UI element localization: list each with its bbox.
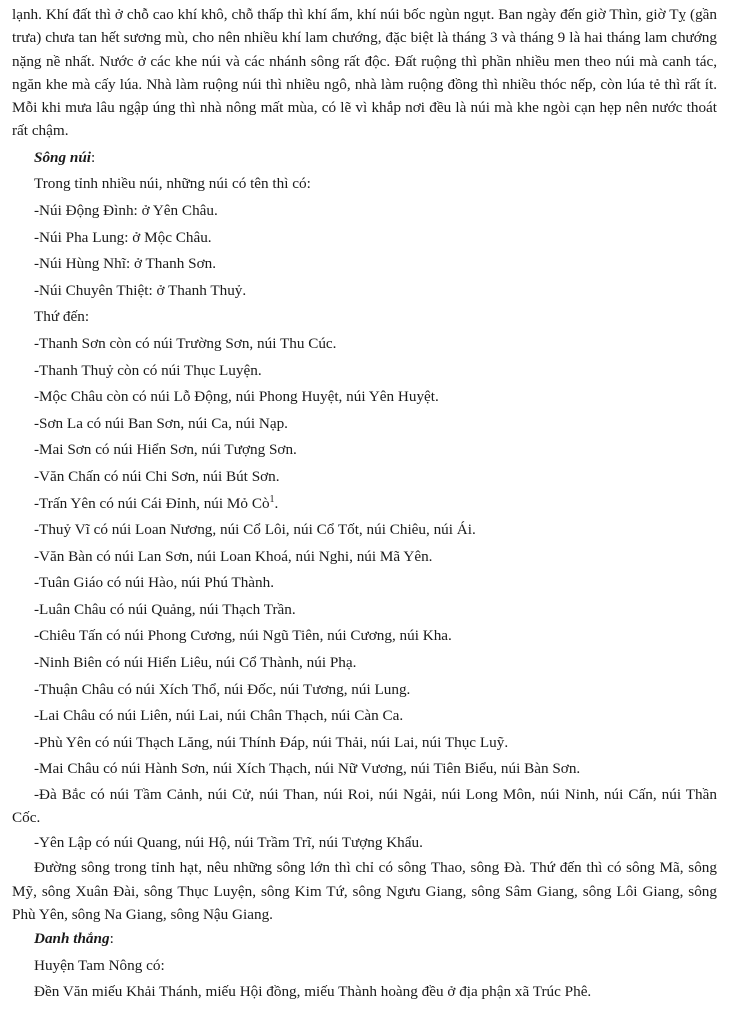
section-heading-mountains-colon: :	[91, 148, 96, 166]
rivers-paragraph: Đường sông trong tỉnh hạt, nêu những sông lớn thì chỉ có sông Thao, sông Đà. Thứ đến thì có sông Mã, sông Mỹ, sông Xuân Đài, sông Thục Luyện, sông Kim Tứ, sông Ngưu Giang, sông Sâm Giang, sông Lôi Giang, sông Phù Yên, sông Na Giang, sông Nậu Giang.	[12, 859, 717, 923]
tran-yen-text: -Trấn Yên có núi Cái Đỉnh, núi Mỏ Cò	[34, 494, 270, 512]
list-item: -Mai Châu có núi Hành Sơn, núi Xích Thạch, núi Nữ Vương, núi Tiên Biểu, núi Bàn Sơn.	[34, 760, 581, 778]
section-heading-landmarks-colon: :	[109, 930, 114, 948]
list-item: -Sơn La có núi Ban Sơn, núi Ca, núi Nạp.	[34, 414, 288, 432]
list-item: -Núi Hùng Nhĩ: ở Thanh Sơn.	[34, 255, 216, 273]
list-item-da-bac: -Đà Bắc có núi Tầm Cảnh, núi Cử, núi Than, núi Roi, núi Ngải, núi Long Môn, núi Ninh, núi Cấn, núi Thần Cốc.	[12, 786, 717, 827]
mountains-intro: Trong tỉnh nhiều núi, những núi có tên thì có:	[34, 175, 311, 193]
landmarks-temples: Đền Văn miếu Khải Thánh, miếu Hội đồng, miếu Thành hoàng đều ở địa phận xã Trúc Phê.	[34, 983, 592, 1001]
list-item: -Thuận Châu có núi Xích Thổ, núi Đốc, núi Tương, núi Lung.	[34, 680, 411, 698]
list-item: -Chiêu Tấn có núi Phong Cương, núi Ngũ Tiên, núi Cương, núi Kha.	[34, 627, 452, 645]
section-heading-mountains-text: Sông núi	[34, 148, 91, 166]
list-item: -Mộc Châu còn có núi Lỗ Động, núi Phong Huyệt, núi Yên Huyệt.	[34, 388, 439, 406]
opening-paragraph: lạnh. Khí đất thì ở chỗ cao khí khô, chỗ thấp thì khí ẩm, khí núi bốc ngùn ngụt. Ban ngày đến giờ Thìn, giờ Tỵ (gần trưa) chưa tan hết sương mù, cho nên nhiều khí lam chướng, đặc biệt là tháng 3 và tháng 9 là hai tháng lam chướng nặng nề nhất. Nước ở các khe núi và các nhánh sông rất độc. Đất ruộng thì phần nhiều men theo núi mà canh tác, ngăn khe mà cấy lúa. Nhà làm ruộng núi thì nhiều ngô, nhà làm ruộng đồng thì nhiều thóc nếp, còn lúa tẻ thì rất ít. Mỗi khi mưa lâu ngập úng thì nhà nông mất mùa, có lẽ vì khắp nơi đều là núi mà khe ngòi cạn hẹp nên nước thoát rất chậm.	[12, 6, 717, 140]
list-item: -Luân Châu có núi Quảng, núi Thạch Trần.	[34, 600, 296, 618]
district-mountain-list	[12, 331, 717, 783]
main-mountain-list	[12, 198, 717, 304]
list-item: -Văn Bàn có núi Lan Sơn, núi Loan Khoá, núi Nghi, núi Mã Yên.	[34, 547, 433, 565]
list-item: -Lai Châu có núi Liên, núi Lai, núi Chân Thạch, núi Càn Ca.	[34, 707, 404, 725]
list-item-tran-yen	[12, 491, 717, 518]
list-item: -Thanh Thuỷ còn có núi Thục Luyện.	[34, 361, 262, 379]
list-item-yen-lap: -Yên Lập có núi Quang, núi Hộ, núi Trầm Trĩ, núi Tượng Khẩu.	[34, 833, 423, 851]
footnote-marker[interactable]: 1	[269, 493, 275, 505]
list-item: -Tuân Giáo có núi Hào, núi Phú Thành.	[34, 574, 275, 592]
next-label: Thứ đến:	[34, 308, 90, 326]
list-item: -Văn Chấn có núi Chi Sơn, núi Bút Sơn.	[34, 467, 280, 485]
list-item: -Thanh Sơn còn có núi Trường Sơn, núi Thu Cúc.	[34, 334, 337, 352]
list-item: -Núi Pha Lung: ở Mộc Châu.	[34, 228, 212, 246]
list-item: -Thuỷ Vĩ có núi Loan Nương, núi Cổ Lôi, núi Cổ Tốt, núi Chiêu, núi Ái.	[34, 521, 476, 539]
list-item: -Ninh Biên có núi Hiển Liêu, núi Cổ Thành, núi Phạ.	[34, 654, 357, 672]
landmarks-district: Huyện Tam Nông có:	[34, 956, 165, 974]
tran-yen-end: .	[274, 494, 279, 512]
list-item: -Núi Chuyên Thiệt: ở Thanh Thuỷ.	[34, 281, 247, 299]
section-heading-mountains	[12, 145, 717, 172]
list-item: -Phù Yên có núi Thạch Lăng, núi Thính Đáp, núi Thải, núi Lai, núi Thục Luỹ.	[34, 733, 509, 751]
list-item: -Mai Sơn có núi Hiển Sơn, núi Tượng Sơn.	[34, 441, 297, 459]
section-heading-landmarks	[12, 926, 717, 953]
list-item: -Núi Động Đình: ở Yên Châu.	[34, 201, 218, 219]
section-heading-landmarks-text: Danh thắng	[34, 930, 110, 948]
